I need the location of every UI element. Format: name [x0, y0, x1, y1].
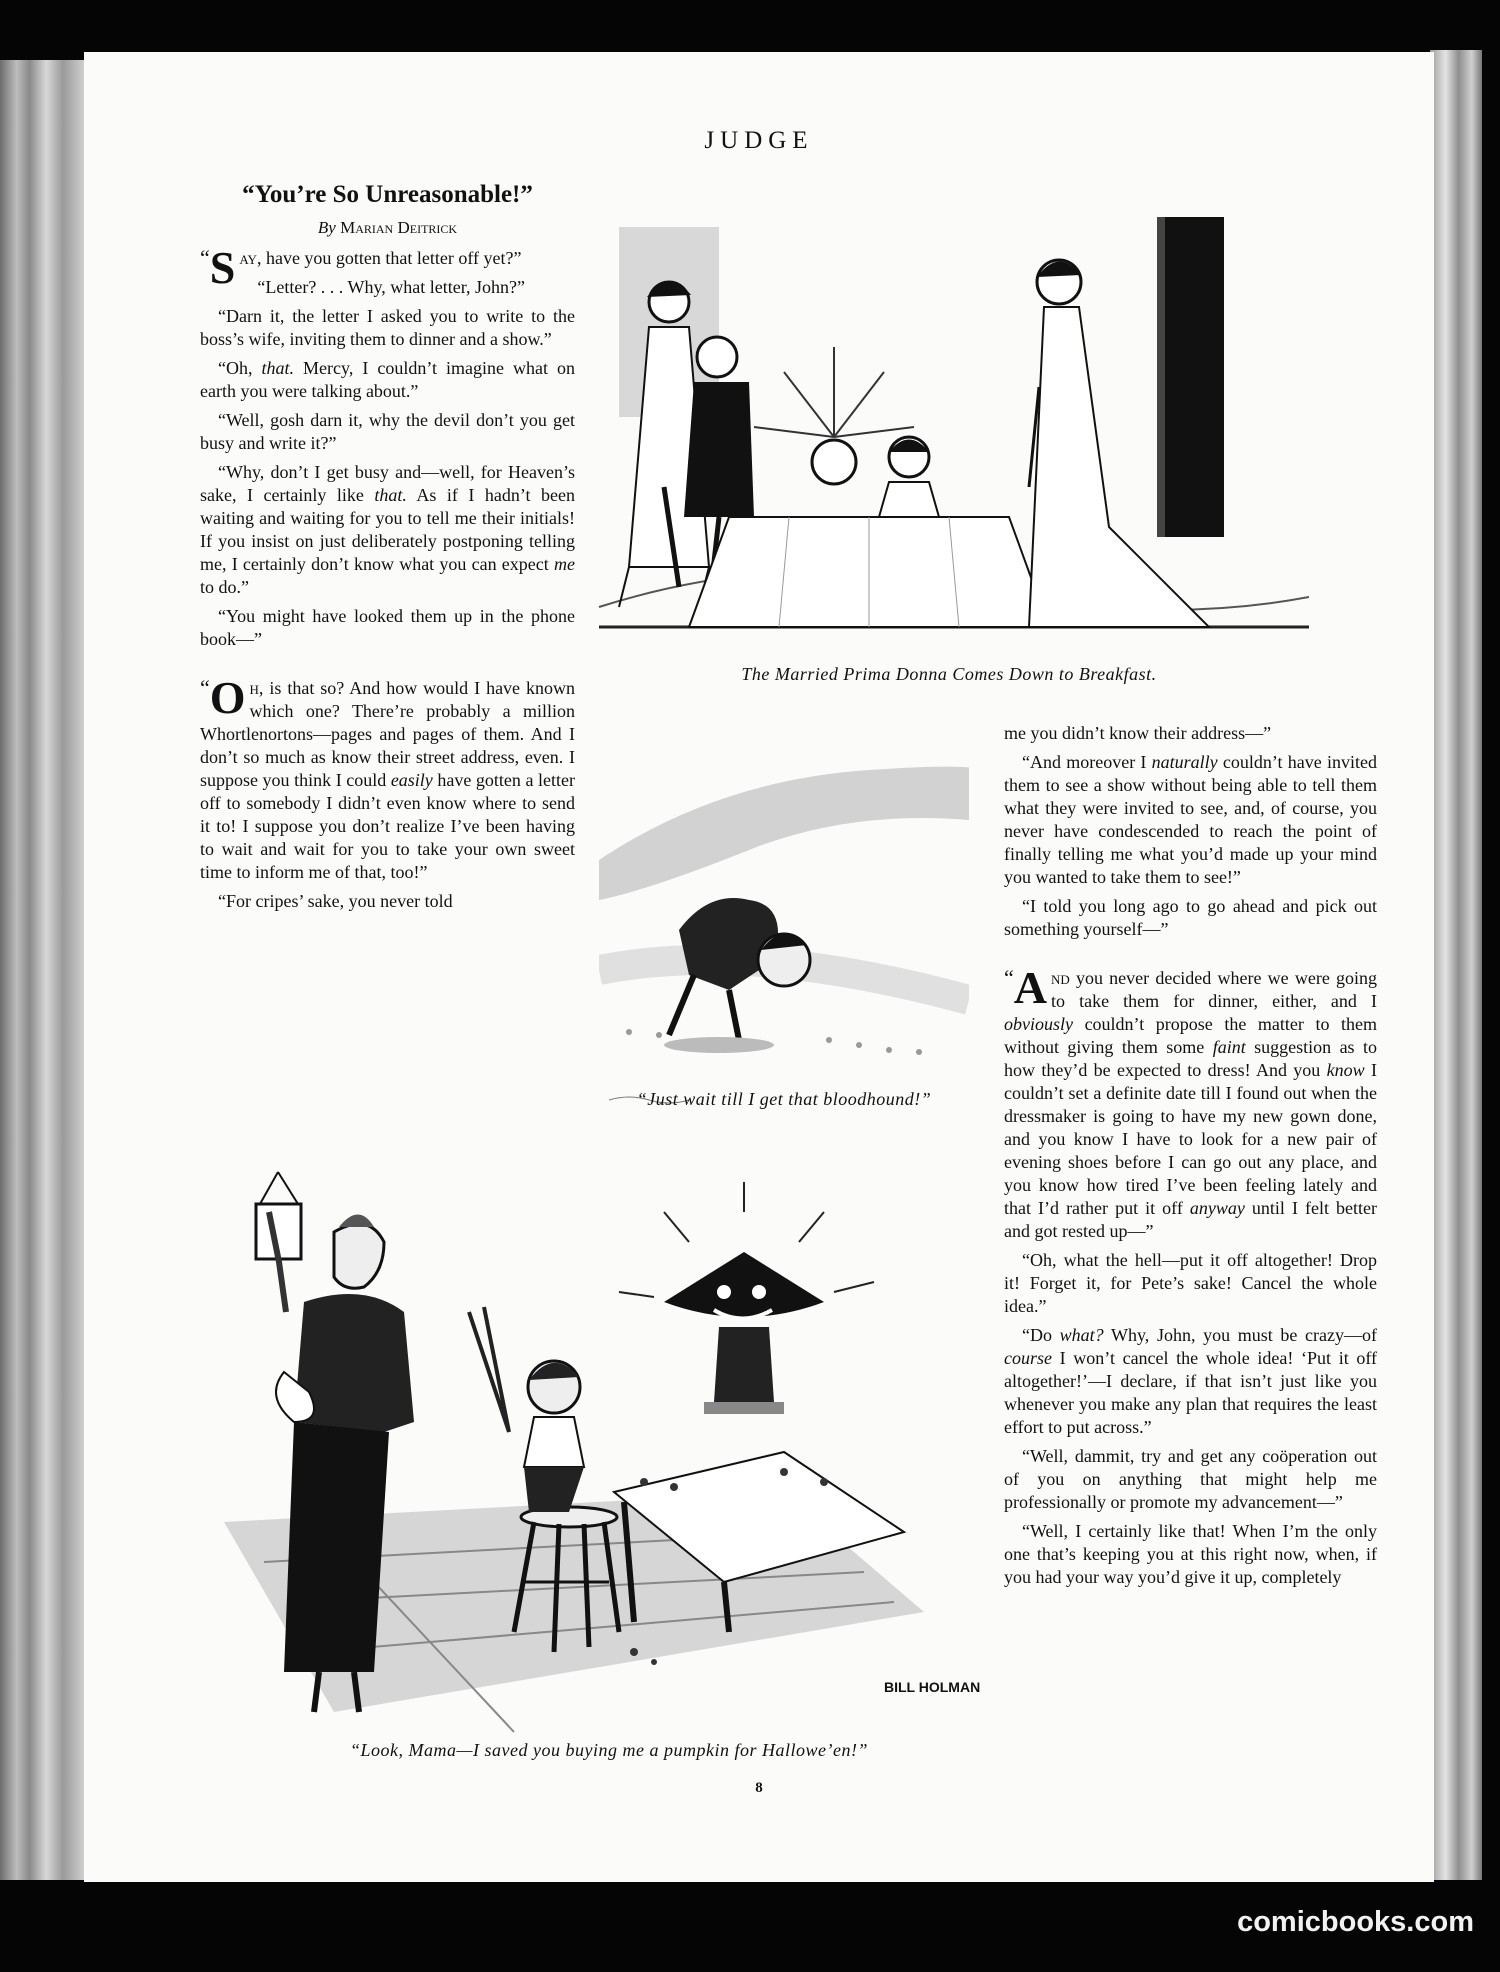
paragraph: “Well, gosh darn it, why the devil don’t you get busy and write it?”: [200, 410, 575, 453]
paragraph: “Why, don’t I get busy and—well, for Heaven’s sake, I certainly like that. As if I hadn’t been waiting and waiting for you to tell me their initials! If you insist on just deliberately postponing telling me, I certainly don’t know what you can expect me to do.”: [200, 462, 576, 597]
watermark: comicbooks.com: [1237, 1906, 1474, 1938]
byline-author: Marian Deitrick: [340, 218, 458, 237]
paragraph: “Well, dammit, try and get any coöperation out of you on anything that might help me professionally or promote my advancement—”: [1004, 1446, 1377, 1512]
paragraph: “You might have looked them up in the phone book—”: [200, 606, 575, 649]
paragraph: “ A nd you never decided where we were going to take them for dinner, either, and I obviously couldn’t propose the matter to them without giving them some faint suggestion as to how they’d be expected to dress! And you know I couldn’t set a definite date till I found out when the dressmaker is going to have my new gown done, and you know I have to look for a new pair of evening shoes before I can go out any place, and you know how tired I’ve been feeling lately and that I’d rather put it off anyway until I felt better and got rested up—”: [1004, 962, 1377, 1241]
article-column-left: [200, 180, 575, 919]
drop-cap: A: [1013, 962, 1047, 1013]
drop-cap: O: [209, 672, 246, 723]
caption-bloodhound: “Just wait till I get that bloodhound!”: [636, 1089, 932, 1109]
breakfast-illustration: [589, 187, 1309, 707]
article-byline: [200, 216, 575, 239]
article-column-right: [1004, 722, 1377, 1595]
paragraph: “Oh, that. Mercy, I couldn’t imagine what on earth you were talking about.”: [200, 358, 575, 401]
paragraph: “Oh, what the hell—put it off altogether! Drop it! Forget it, for Pete’s sake! Cancel the whole idea.”: [1004, 1250, 1377, 1316]
drop-cap: S: [209, 242, 236, 293]
caption-breakfast: The Married Prima Donna Comes Down to Breakfast.: [741, 664, 1157, 684]
artist-signature: BILL HOLMAN: [884, 1679, 981, 1695]
paragraph: “Do what? Why, John, you must be crazy—of course I won’t cancel the whole idea! ‘Put it off altogether!’—I declare, if that isn’t just like you whenever you make any plan that requires the least effort to put across.”: [1004, 1325, 1377, 1437]
page-number: 8: [755, 1780, 763, 1796]
paragraph: “Well, I certainly like that! When I’m the only one that’s keeping you at this right now, when, if you had your way you’d give it up, completely: [1004, 1521, 1377, 1587]
magazine-page: [84, 52, 1434, 1882]
bloodhound-illustration: [599, 740, 969, 1120]
paragraph: “For cripes’ sake, you never told: [218, 891, 453, 911]
paragraph: “And moreover I naturally couldn’t have invited them to see a show without being able to tell them what they were invited to see, and, of course, you never have condescended to reach the point of finally telling me what you’d made up your mind you wanted to take them to see!”: [1004, 752, 1377, 887]
book-page-edges-right: [1430, 50, 1482, 1880]
byline-prefix: By: [317, 218, 336, 237]
paragraph: me you didn’t know their address—”: [1004, 723, 1272, 743]
paragraph: “Letter? . . . Why, what letter, John?”: [257, 277, 526, 297]
paragraph: “ S ay, have you gotten that letter off yet?”: [200, 242, 522, 293]
masthead: JUDGE: [704, 127, 814, 154]
paragraph: “ O h, is that so? And how would I have known which one? There’re probably a million Whortlenortons—pages and pages of them. And I don’t so much as know their street address, even. I suppose you think I could easily have gotten a letter off to somebody I didn’t even know where to send it to! I suppose you don’t realize I’ve been having to wait and wait for you to take your own sweet time to inform me of that, too!”: [200, 672, 575, 882]
paragraph: “Darn it, the letter I asked you to write to the boss’s wife, inviting them to dinner and a show.”: [200, 306, 575, 349]
caption-pumpkin: “Look, Mama—I saved you buying me a pumpkin for Halloweʼen!”: [350, 1740, 868, 1760]
article-title: “You’re So Unreasonable!”: [242, 181, 533, 208]
paragraph: “I told you long ago to go ahead and pick out something yourself—”: [1004, 896, 1377, 939]
pumpkin-illustration: [224, 1152, 994, 1752]
book-spine-left: [0, 60, 84, 1880]
